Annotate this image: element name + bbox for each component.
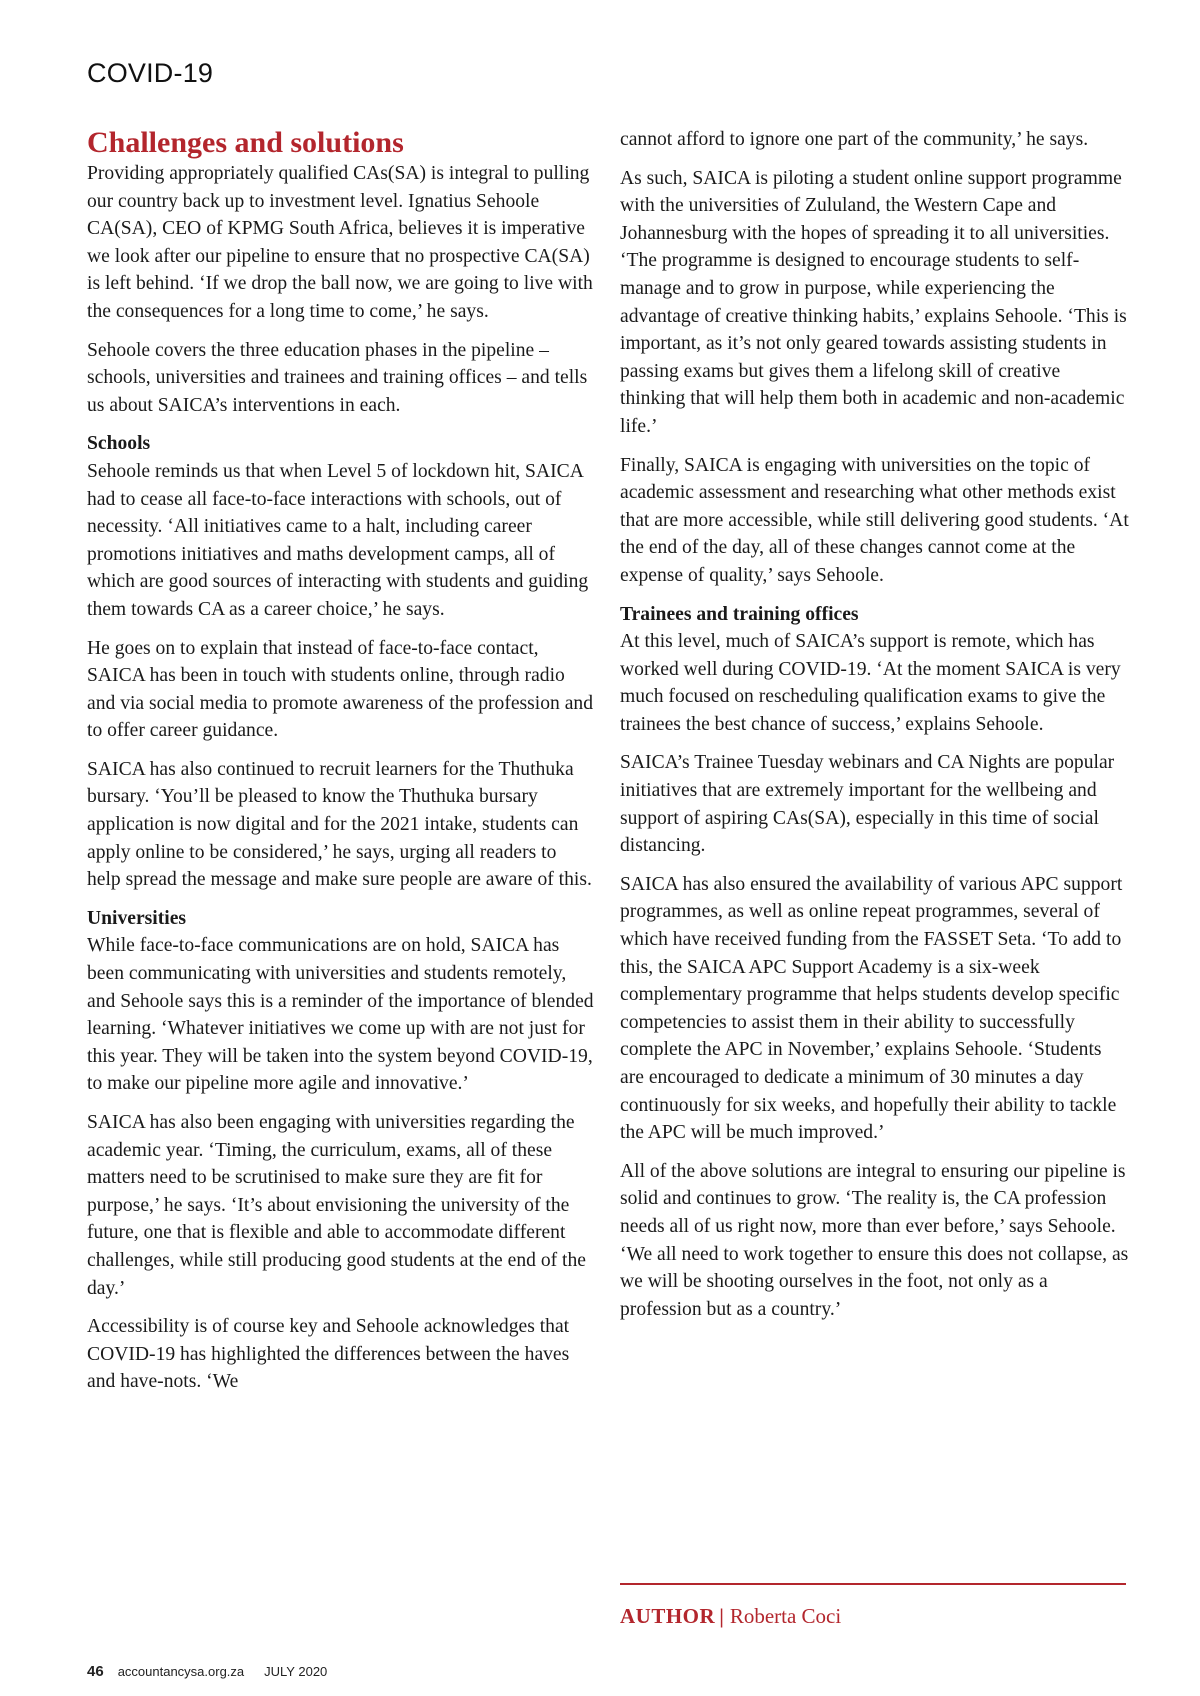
footer-website: accountancysa.org.za [117,1664,245,1679]
author-label: AUTHOR [620,1604,716,1628]
paragraph: Finally, SAICA is engaging with universities on the topic of academic assessment and researching what other methods exist that are more accessible, while still delivering good students. ‘At the end of the day, all of these changes cannot come at the expense of quality,’ says Sehoole. [620,454,1129,586]
paragraph: While face-to-face communications are on hold, SAICA has been communicating with universities and students remotely, and Sehoole says this is a reminder of the importance of blended learning. ‘Whatever initiatives we come up with are not just for this year. They will be taken into the system beyond COVID-19, to make our pipeline more agile and innovative.’ [87,935,594,1095]
paragraph: SAICA has also ensured the availability of various APC support programmes, as well as online repeat programmes, several of which have received funding from the FASSET Seta. ‘To add to this, the SAICA APC Support Academy is a six-week complementary programme that helps students develop specific competencies to assist them in their ability to successfully complete the APC in November,’ explains Sehoole. ‘Students are encouraged to dedicate a minimum of 30 minutes a day continuously for six weeks, and hopefully their ability to tackle the APC will be much improved.’ [620,873,1123,1144]
author-name: Roberta Coci [729,1604,842,1628]
paragraph: SAICA has also continued to recruit learners for the Thuthuka bursary. ‘You’ll be pleased to know the Thuthuka bursary application is now digital and for the 2021 intake, students can apply online to be considered,’ he says, urging all readers to help spread the message and make sure people are aware of this. [87,758,592,891]
paragraph: Sehoole reminds us that when Level 5 of lockdown hit, SAICA had to cease all face-to-face interactions with schools, out of necessity. ‘All initiatives came to a halt, including career promotions initiatives and maths development camps, all of which are good sources of interacting with students and guiding them towards CA as a career choice,’ he says. [87,460,589,620]
page-number: 46 [87,1663,104,1680]
article-column-right [620,126,1130,1334]
paragraph: As such, SAICA is piloting a student online support programme with the universities of Zululand, the Western Cape and Johannesburg with the hopes of spreading it to all universities. ‘The programme is designed to encourage students to self-manage and to grow in purpose, while experiencing the advantage of creative thinking habits,’ explains Sehoole. ‘This is important, as it’s not only geared towards assisting students in passing exams but gives them a lifelong skill of creative thinking that will help them both in academic and non-academic life.’ [620,167,1127,437]
author-divider [620,1583,1126,1585]
paragraph: He goes on to explain that instead of face-to-face contact, SAICA has been in touch with students online, through radio and via social media to promote awareness of the profession and to offer career guidance. [87,637,594,742]
author-separator: | [719,1604,724,1628]
article-column-left [87,126,595,1407]
section-label: COVID-19 [87,58,214,88]
paragraph: SAICA has also been engaging with universities regarding the academic year. ‘Timing, the curriculum, exams, all of these matters need to be scrutinised to make sure they are fit for purpose,’ he says. ‘It’s about envisioning the university of the future, one that is flexible and able to accommodate different challenges, while still producing good students at the end of the day.’ [87,1112,586,1299]
paragraph: cannot afford to ignore one part of the community,’ he says. [620,129,1089,150]
author-line [620,1604,841,1629]
paragraph: All of the above solutions are integral to ensuring our pipeline is solid and continues to grow. ‘The reality is, the CA profession needs all of us right now, more than ever before,’ says Sehoole. ‘We all need to work together to ensure this does not collapse, as we will be shooting ourselves in the foot, not only as a profession but as a country.’ [620,1160,1129,1320]
paragraph: At this level, much of SAICA’s support is remote, which has worked well during COVID-19. ‘At the moment SAICA is very much focused on rescheduling qualification exams to give the trainees the best chance of success,’ explains Sehoole. [620,631,1121,735]
subheading-universities: Universities [87,907,187,929]
paragraph: Providing appropriately qualified CAs(SA) is integral to pulling our country back up to investment level. Ignatius Sehoole CA(SA), CEO of KPMG South Africa, believes it is imperative we look after our pipeline to ensure that no prospective CA(SA) is left behind. ‘If we drop the ball now, we are going to live with the consequences for a long time to come,’ he says. [87,163,593,322]
article-title: Challenges and solutions [87,126,404,159]
paragraph: SAICA’s Trainee Tuesday webinars and CA Nights are popular initiatives that are extremely important for the wellbeing and support of aspiring CAs(SA), especially in this time of social distancing. [620,752,1115,857]
paragraph: Sehoole covers the three education phases in the pipeline – schools, universities and trainees and training offices – and tells us about SAICA’s interventions in each. [87,339,588,416]
paragraph: Accessibility is of course key and Sehoole acknowledges that COVID-19 has highlighted the differences between the haves and have-nots. ‘We [87,1316,570,1393]
subheading-schools: Schools [87,433,151,455]
subheading-trainees: Trainees and training offices [620,603,859,625]
page-footer [87,1663,327,1680]
footer-issue: JULY 2020 [264,1664,328,1679]
